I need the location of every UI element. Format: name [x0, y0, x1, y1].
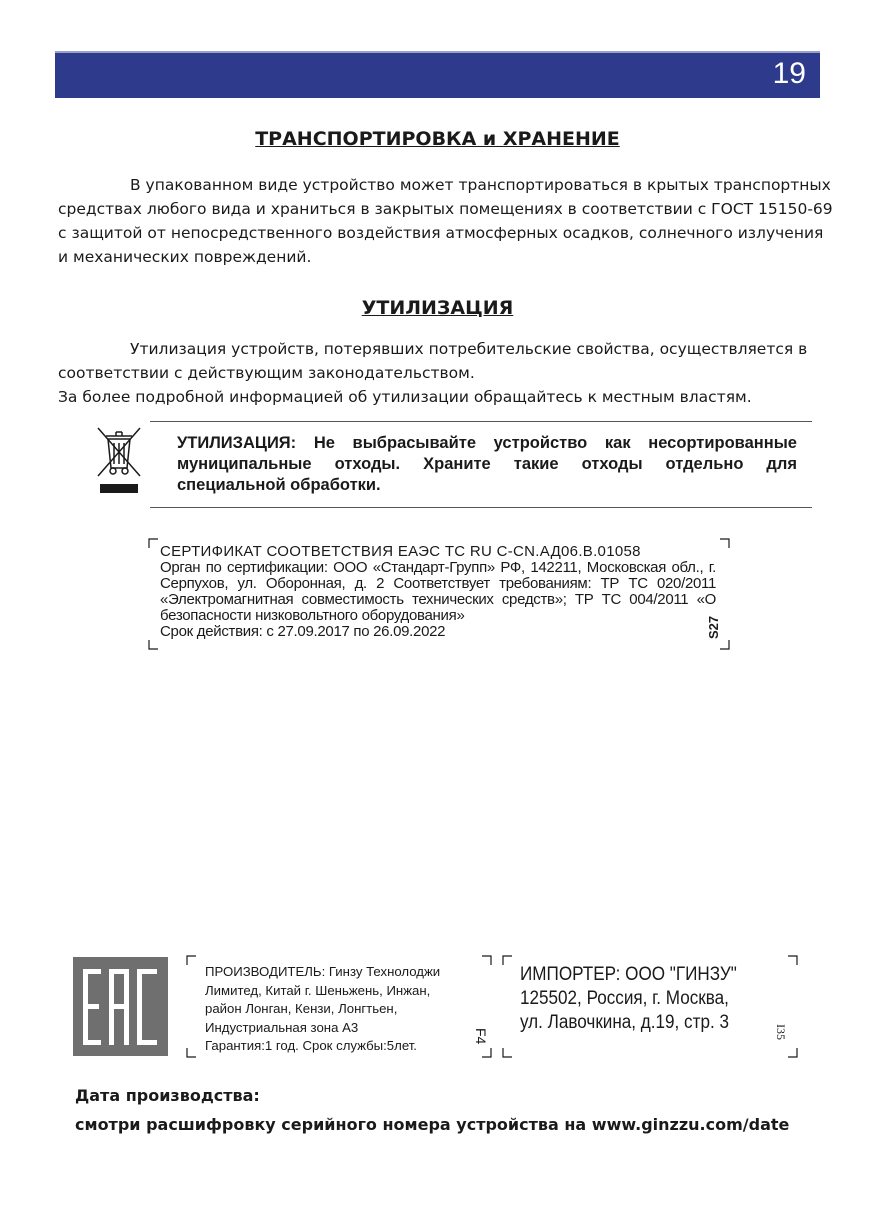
production-date-label: Дата производства: — [75, 1086, 260, 1105]
transport-text: В упакованном виде устройство может транспортироваться в крытых транспортных средствах любого вида и храниться в закрытых помещениях в соответствии с ГОСТ 15150-69 с защитой от непосредственного воздействия атмосферных осадков, солнечного излучения и механических повреждений. — [58, 176, 833, 266]
importer-line: 125502, Россия, г. Москва, — [520, 988, 729, 1009]
manufacturer-line: район Лонган, Кензи, Лонгтьен, — [205, 1001, 398, 1016]
certificate-code: S27 — [706, 615, 721, 639]
eac-mark-icon — [73, 957, 168, 1060]
divider-top — [150, 421, 812, 422]
importer-code: I35 — [774, 1024, 788, 1040]
disposal-info-text: За более подробной информацией об утилизации обращайтесь к местным властям. — [58, 388, 752, 406]
page-number: 19 — [772, 57, 806, 90]
disposal-heading: УТИЛИЗАЦИЯ — [361, 297, 514, 319]
manufacturer-line: Индустриальная зона А3 — [205, 1019, 359, 1035]
transport-heading: ТРАНСПОРТИРОВКА и ХРАНЕНИЕ — [255, 128, 620, 150]
certificate-body: Орган по сертификации: ООО «Стандарт-Групп» РФ, 142211, Московская обл., г. Серпухов, ул. Оборонная, д. 2 Соответствует требованиям: ТР ТС 020/2011 «Электромагнитная совместимость технических средств»; ТР ТС 004/2011 «О безопасности низковольтного оборудования» — [160, 559, 716, 624]
importer-line: ул. Лавочкина, д.19, стр. 3 — [520, 1012, 729, 1033]
crossed-out-wheelie-bin-icon — [94, 424, 144, 500]
manufacturer-line: ПРОИЗВОДИТЕЛЬ: Гинзу Технолоджи — [205, 964, 441, 979]
divider-bottom — [150, 507, 812, 508]
importer-line: ИМПОРТЕР: ООО "ГИНЗУ" — [520, 964, 737, 985]
importer-info — [520, 963, 759, 1035]
manufacturer-info — [205, 963, 480, 1056]
certificate-validity: Срок действия: с 27.09.2017 по 26.09.2022 — [160, 623, 446, 640]
disposal-warning: УТИЛИЗАЦИЯ: Не выбрасывайте устройство как несортированные муниципальные отходы. Храните такие отходы отдельно для специальной обработки. — [177, 434, 797, 494]
manufacturer-line: Лимитед, Китай г. Шеньжень, Инжан, — [205, 982, 431, 998]
page-header-bar — [55, 51, 820, 98]
warranty-line: Гарантия:1 год. Срок службы:5лет. — [205, 1038, 417, 1053]
certificate-number: СЕРТИФИКАТ СООТВЕТСТВИЯ ЕАЭС ТС RU С-CN.АД06.В.01058 — [160, 543, 641, 560]
disposal-text: Утилизация устройств, потерявших потребительские свойства, осуществляется в соответствии с действующим законодательством. — [58, 340, 808, 382]
production-date-note: смотри расшифровку серийного номера устройства на www.ginzzu.com/date — [75, 1115, 790, 1134]
manufacturer-code: F4 — [473, 1028, 489, 1045]
certificate-text — [160, 544, 716, 640]
